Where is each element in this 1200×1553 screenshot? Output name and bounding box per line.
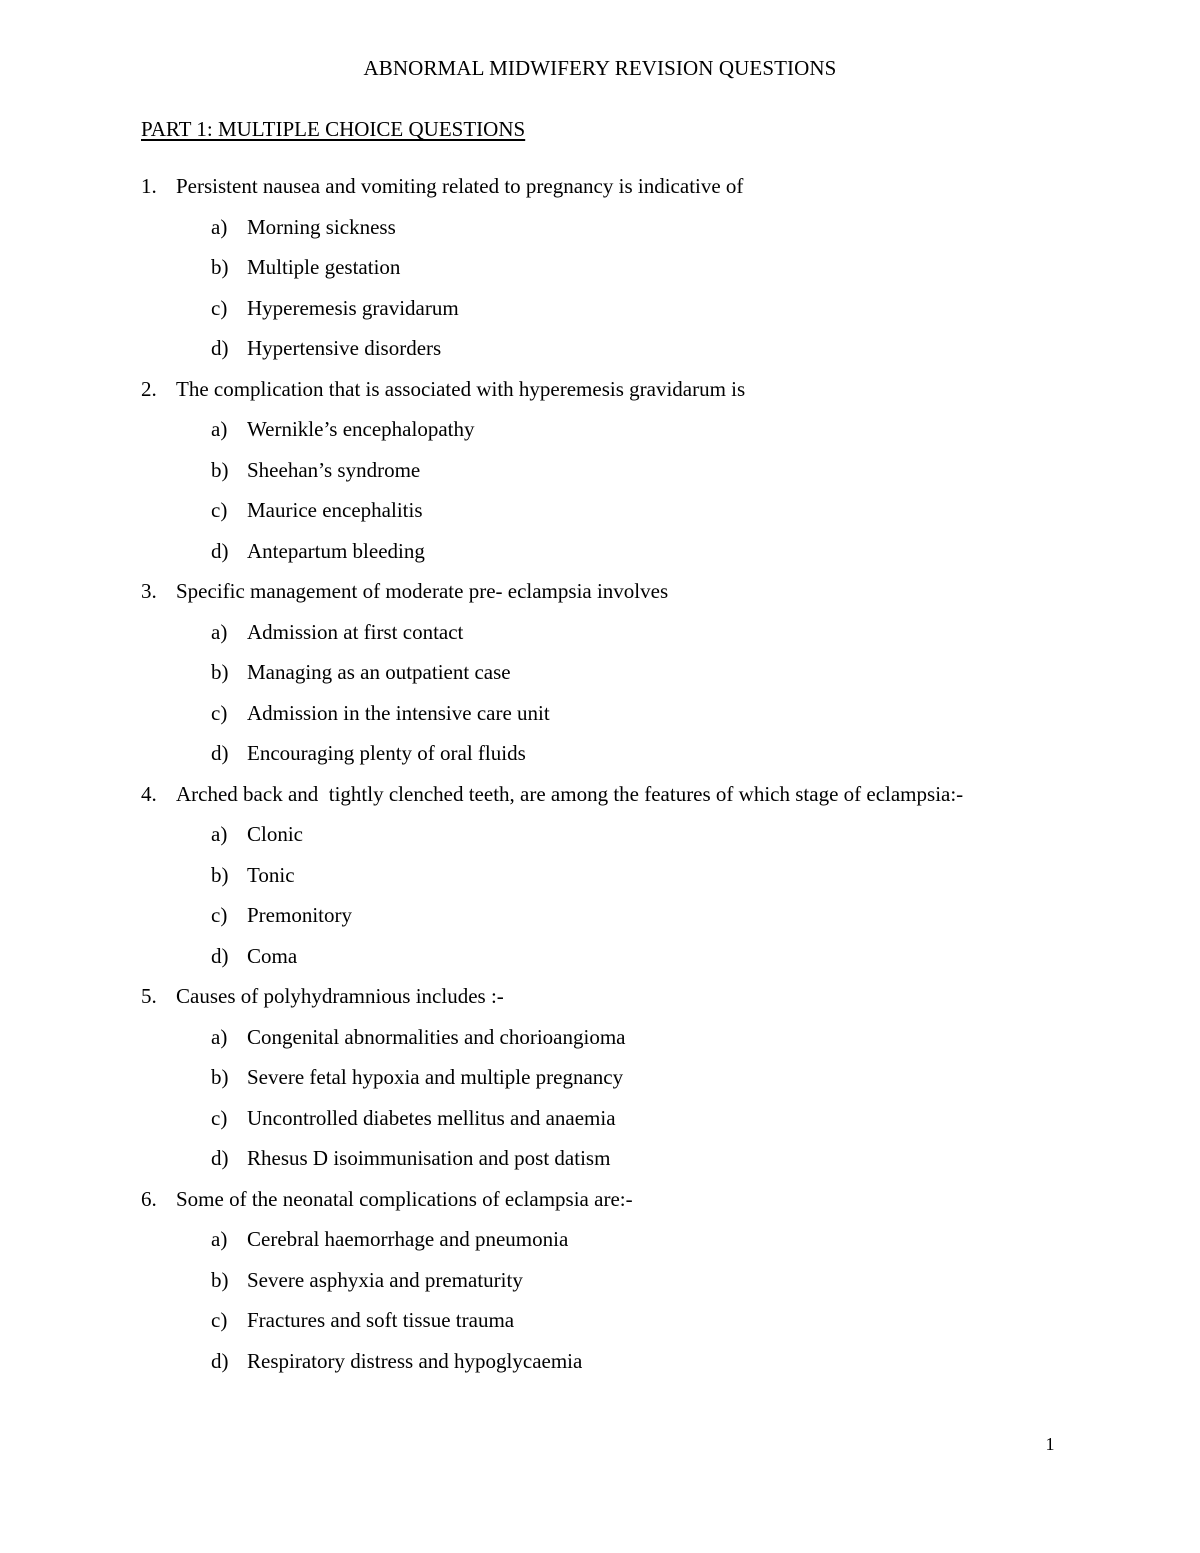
option-a bbox=[0, 1225, 1200, 1266]
question-line bbox=[0, 577, 1200, 618]
option-b bbox=[0, 1063, 1200, 1104]
option-text: Sheehan’s syndrome bbox=[247, 457, 421, 482]
option-list bbox=[0, 618, 1200, 780]
option-c bbox=[0, 699, 1200, 740]
question-number: 4. bbox=[141, 781, 157, 806]
option-d bbox=[0, 1347, 1200, 1388]
option-text: Multiple gestation bbox=[247, 255, 401, 279]
question-number: 6. bbox=[141, 1186, 157, 1211]
question-text: The complication that is associated with hyperemesis gravidarum is bbox=[176, 376, 746, 401]
option-a bbox=[0, 820, 1200, 861]
question-line bbox=[0, 982, 1200, 1023]
option-list bbox=[0, 1225, 1200, 1387]
option-letter: d) bbox=[211, 1146, 229, 1170]
question-number: 3. bbox=[141, 579, 157, 603]
part-heading: PART 1: MULTIPLE CHOICE QUESTIONS bbox=[141, 117, 526, 141]
question-5 bbox=[0, 982, 1200, 1185]
option-c bbox=[0, 294, 1200, 335]
option-letter: b) bbox=[211, 1065, 229, 1089]
question-text: Causes of polyhydramnious includes :- bbox=[176, 984, 504, 1008]
option-letter: d) bbox=[211, 943, 229, 968]
option-letter: c) bbox=[211, 903, 228, 927]
question-text: Specific management of moderate pre- eclampsia involves bbox=[176, 579, 669, 603]
option-c bbox=[0, 1306, 1200, 1347]
option-a bbox=[0, 1023, 1200, 1064]
question-number: 2. bbox=[141, 376, 157, 401]
option-text: Antepartum bleeding bbox=[247, 538, 425, 563]
option-text: Rhesus D isoimmunisation and post datism bbox=[247, 1146, 611, 1170]
option-text: Uncontrolled diabetes mellitus and anaemia bbox=[247, 1105, 616, 1130]
option-text: Hyperemesis gravidarum bbox=[247, 295, 459, 320]
option-letter: d) bbox=[211, 336, 229, 360]
option-a bbox=[0, 618, 1200, 659]
option-text: Encouraging plenty of oral fluids bbox=[247, 741, 526, 765]
question-line bbox=[0, 1185, 1200, 1226]
option-letter: c) bbox=[211, 1105, 228, 1130]
option-text: Tonic bbox=[247, 862, 295, 887]
option-letter: b) bbox=[211, 457, 229, 482]
option-c bbox=[0, 496, 1200, 537]
option-letter: b) bbox=[211, 862, 229, 887]
option-text: Premonitory bbox=[247, 903, 352, 927]
option-text: Clonic bbox=[247, 822, 303, 846]
option-letter: a) bbox=[211, 1024, 228, 1049]
option-letter: a) bbox=[211, 1227, 228, 1251]
question-3 bbox=[0, 577, 1200, 780]
option-letter: c) bbox=[211, 295, 228, 320]
option-c bbox=[0, 901, 1200, 942]
question-4 bbox=[0, 780, 1200, 983]
option-b bbox=[0, 456, 1200, 497]
option-text: Hypertensive disorders bbox=[247, 336, 442, 360]
option-text: Respiratory distress and hypoglycaemia bbox=[247, 1348, 583, 1373]
option-letter: a) bbox=[211, 214, 228, 239]
option-text: Congenital abnormalities and chorioangioma bbox=[247, 1024, 626, 1049]
option-text: Coma bbox=[247, 943, 298, 968]
option-list bbox=[0, 213, 1200, 375]
question-list bbox=[0, 172, 1200, 1387]
option-text: Managing as an outpatient case bbox=[247, 660, 511, 684]
option-letter: b) bbox=[211, 660, 229, 684]
option-d bbox=[0, 537, 1200, 578]
question-number: 5. bbox=[141, 984, 157, 1008]
option-text: Morning sickness bbox=[247, 214, 396, 239]
question-line bbox=[0, 780, 1200, 821]
option-letter: d) bbox=[211, 538, 229, 563]
question-6 bbox=[0, 1185, 1200, 1388]
page-number: 1 bbox=[1045, 1434, 1055, 1454]
option-text: Severe asphyxia and prematurity bbox=[247, 1267, 523, 1292]
option-letter: d) bbox=[211, 1348, 229, 1373]
option-a bbox=[0, 415, 1200, 456]
option-b bbox=[0, 1266, 1200, 1307]
option-text: Cerebral haemorrhage and pneumonia bbox=[247, 1227, 569, 1251]
option-text: Fractures and soft tissue trauma bbox=[247, 1308, 515, 1332]
option-text: Wernikle’s encephalopathy bbox=[247, 417, 475, 441]
option-b bbox=[0, 658, 1200, 699]
option-list bbox=[0, 1023, 1200, 1185]
option-letter: a) bbox=[211, 417, 228, 441]
option-b bbox=[0, 861, 1200, 902]
option-text: Admission in the intensive care unit bbox=[247, 700, 550, 725]
option-letter: a) bbox=[211, 822, 228, 846]
option-list bbox=[0, 820, 1200, 982]
option-a bbox=[0, 213, 1200, 254]
option-d bbox=[0, 942, 1200, 983]
question-line bbox=[0, 375, 1200, 416]
option-letter: c) bbox=[211, 498, 228, 522]
option-letter: b) bbox=[211, 255, 229, 279]
option-list bbox=[0, 415, 1200, 577]
option-d bbox=[0, 739, 1200, 780]
option-letter: c) bbox=[211, 1308, 228, 1332]
option-text: Maurice encephalitis bbox=[247, 498, 423, 522]
option-letter: b) bbox=[211, 1267, 229, 1292]
option-letter: d) bbox=[211, 741, 229, 765]
option-c bbox=[0, 1104, 1200, 1145]
question-1 bbox=[0, 172, 1200, 375]
question-text: Some of the neonatal complications of eclampsia are:- bbox=[176, 1186, 633, 1211]
option-text: Severe fetal hypoxia and multiple pregnancy bbox=[247, 1065, 624, 1089]
option-text: Admission at first contact bbox=[247, 619, 464, 644]
question-text: Arched back and tightly clenched teeth, are among the features of which stage of eclampsia:- bbox=[176, 781, 964, 806]
question-text: Persistent nausea and vomiting related to pregnancy is indicative of bbox=[176, 174, 744, 198]
option-letter: c) bbox=[211, 700, 228, 725]
question-line bbox=[0, 172, 1200, 213]
option-letter: a) bbox=[211, 619, 228, 644]
document-title: ABNORMAL MIDWIFERY REVISION QUESTIONS bbox=[363, 56, 837, 80]
option-d bbox=[0, 1144, 1200, 1185]
question-number: 1. bbox=[141, 174, 157, 198]
option-d bbox=[0, 334, 1200, 375]
option-b bbox=[0, 253, 1200, 294]
question-2 bbox=[0, 375, 1200, 578]
